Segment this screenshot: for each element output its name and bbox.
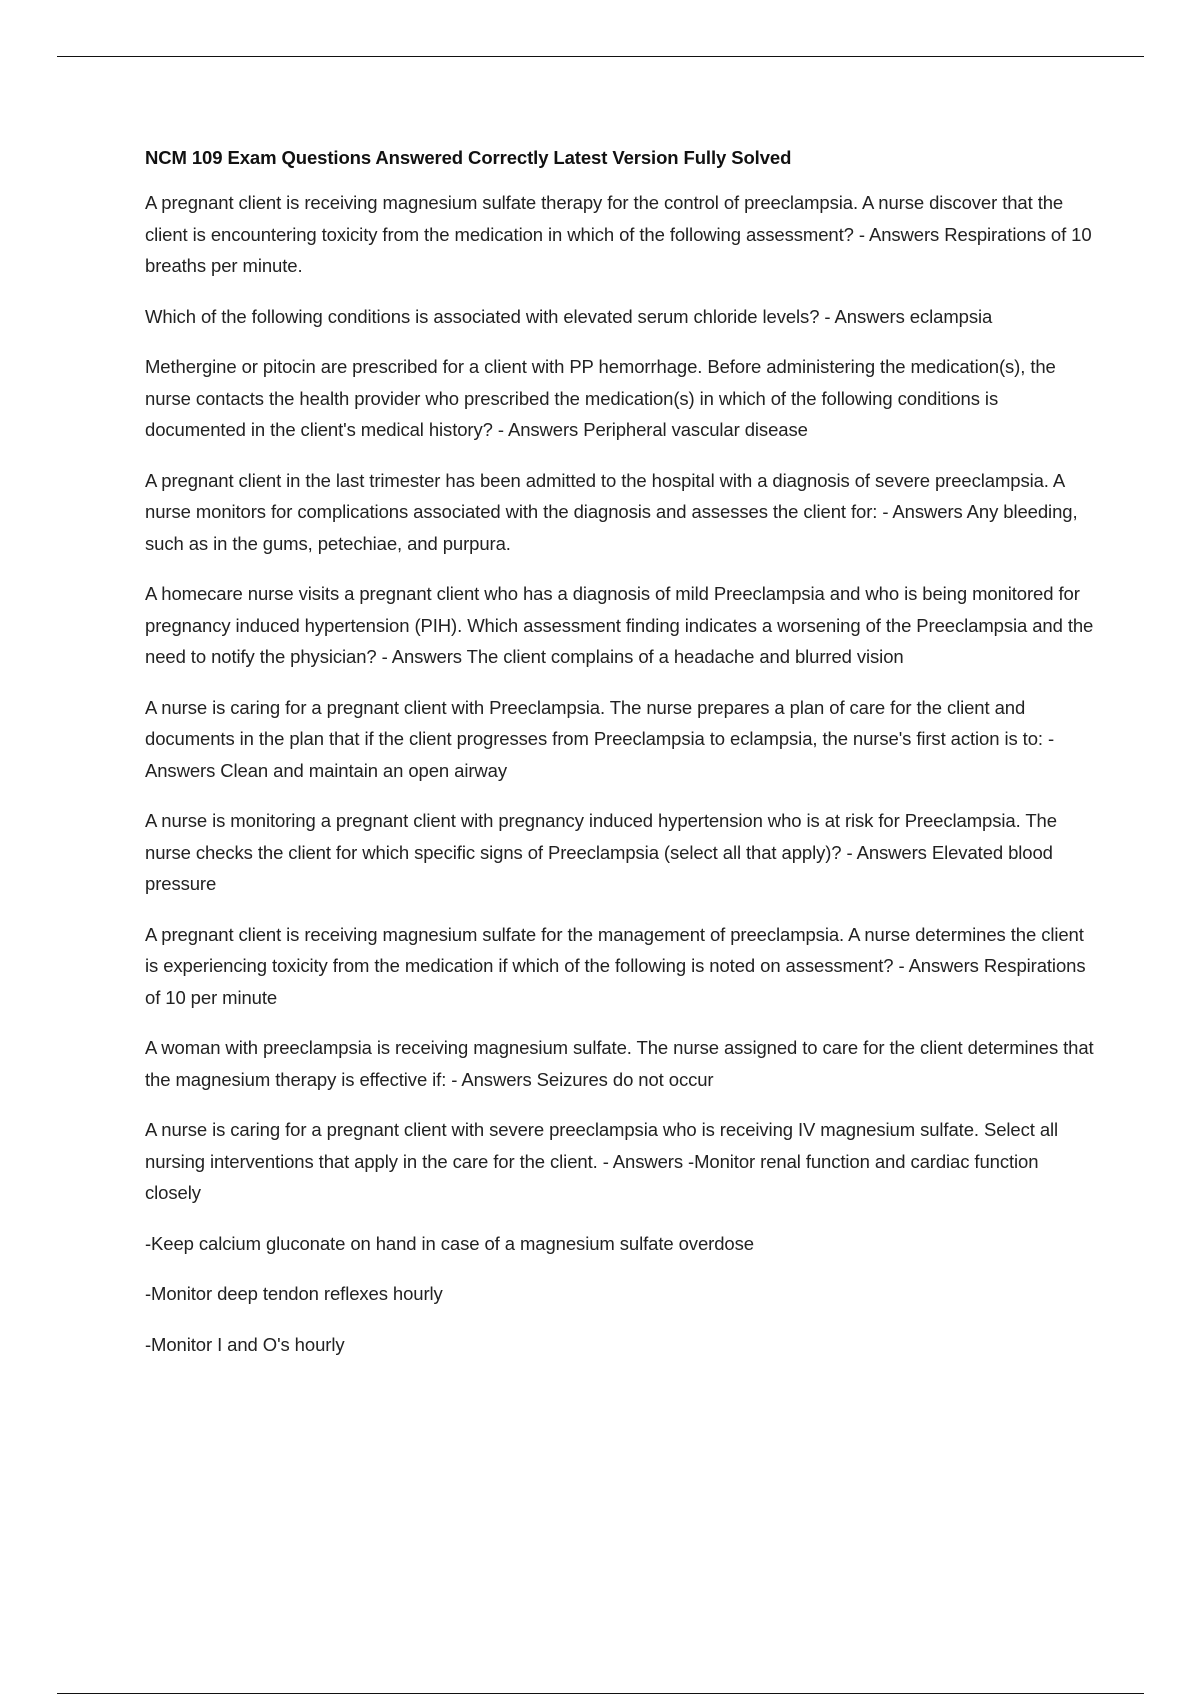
qa-item: A pregnant client in the last trimester has been admitted to the hospital with a diagnosis of severe preeclampsia. A nurse monitors for complications associated with the diagnosis and assesses the client for: - Answers Any bleeding, such as in the gums, petechiae, and purpura. [145, 469, 1078, 554]
qa-item: A pregnant client is receiving magnesium sulfate therapy for the control of preeclampsia. A nurse discover that the client is encountering toxicity from the medication in which of the following assessment? - Answers Respirations of 10 breaths per minute. [145, 192, 1092, 276]
qa-item: Which of the following conditions is associated with elevated serum chloride levels? - Answers eclampsia [145, 305, 993, 327]
document-title: NCM 109 Exam Questions Answered Correctly Latest Version Fully Solved [145, 147, 792, 168]
qa-item: A homecare nurse visits a pregnant client who has a diagnosis of mild Preeclampsia and who is being monitored for pregnancy induced hypertension (PIH). Which assessment finding indicates a worsening of the Preeclampsia and the need to notify the physician? - Answers The client complains of a headache and blurred vision [145, 583, 1094, 667]
qa-item: A pregnant client is receiving magnesium sulfate for the management of preeclampsia. A nurse determines the client is experiencing toxicity from the medication if which of the following is noted on assessment? - Answers Respirations of 10 per minute [145, 923, 1086, 1008]
qa-item: Methergine or pitocin are prescribed for a client with PP hemorrhage. Before administering the medication(s), the nurse contacts the health provider who prescribed the medication(s) in which of the following conditions is documented in the client's medical history? - Answers Peripheral vascular disease [145, 356, 1056, 440]
qa-item: A nurse is monitoring a pregnant client with pregnancy induced hypertension who is at risk for Preeclampsia. The nurse checks the client for which specific signs of Preeclampsia (select all that apply)? - Answers Elevated blood pressure [145, 810, 1057, 894]
answer-continuation-line: -Monitor deep tendon reflexes hourly [145, 1283, 443, 1304]
top-divider [57, 56, 1144, 57]
answer-continuation-line: -Monitor I and O's hourly [145, 1333, 345, 1355]
qa-item: A nurse is caring for a pregnant client with severe preeclampsia who is receiving IV magnesium sulfate. Select all nursing interventions that apply in the care for the client. - Answers -Monitor renal function and cardiac function closely [145, 1119, 1059, 1203]
qa-item: A nurse is caring for a pregnant client with Preeclampsia. The nurse prepares a plan of care for the client and documents in the plan that if the client progresses from Preeclampsia to eclampsia, the nurse's first action is to: - Answers Clean and maintain an open airway [145, 696, 1055, 781]
answer-continuation-line: -Keep calcium gluconate on hand in case of a magnesium sulfate overdose [145, 1232, 754, 1254]
bottom-divider [57, 1693, 1144, 1694]
qa-item: A woman with preeclampsia is receiving magnesium sulfate. The nurse assigned to care for the client determines that the magnesium therapy is effective if: - Answers Seizures do not occur [145, 1037, 1094, 1090]
document-body [145, 142, 1095, 1379]
